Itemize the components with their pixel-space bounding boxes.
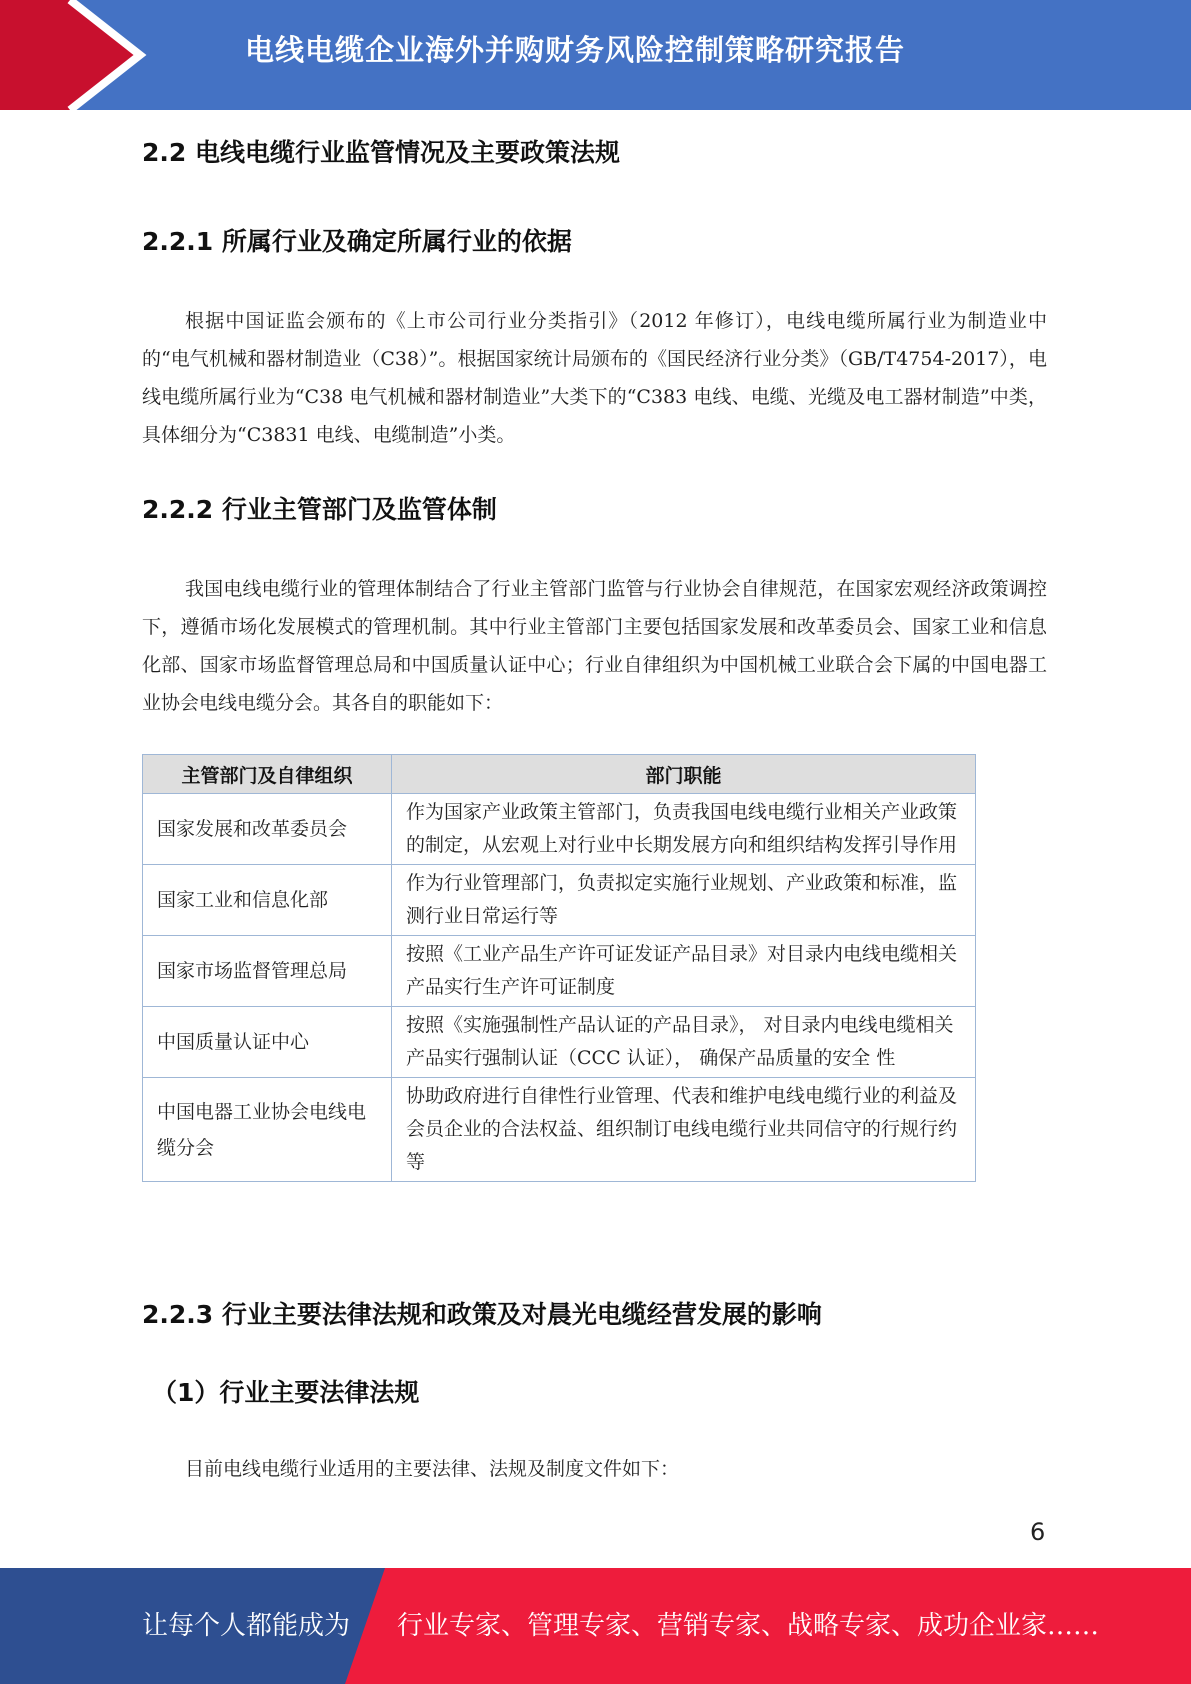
chevron-arrow-icon <box>0 0 160 110</box>
table-cell-func: 协助政府进行自律性行业管理、代表和维护电线电缆行业的利益及会员企业的合法权益、组织制订电线电缆行业共同信守的行规行约等 <box>392 1078 976 1182</box>
table-cell-org: 国家市场监督管理总局 <box>143 936 392 1007</box>
subsection-heading-laws: （1）行业主要法律法规 <box>152 1378 420 1407</box>
table-cell-func: 作为国家产业政策主管部门，负责我国电线电缆行业相关产业政策的制定，从宏观上对行业中长期发展方向和组织结构发挥引导作用 <box>392 794 976 865</box>
table-row <box>143 1007 976 1078</box>
section-heading-2-2-2: 2.2.2 行业主管部门及监管体制 <box>142 495 497 524</box>
report-title: 电线电缆企业海外并购财务风险控制策略研究报告 <box>245 33 906 67</box>
table-row <box>143 1078 976 1182</box>
table-cell-org: 国家发展和改革委员会 <box>143 794 392 865</box>
table-header-row <box>143 755 976 794</box>
table-row <box>143 794 976 865</box>
regulatory-duties-table <box>142 754 976 1182</box>
table-cell-org: 中国电器工业协会电线电缆分会 <box>143 1078 392 1182</box>
footer-banner <box>0 1568 1191 1684</box>
footer-slogan-right: 行业专家、管理专家、营销专家、战略专家、成功企业家…… <box>397 1611 1100 1641</box>
paragraph-regulatory-system: 我国电线电缆行业的管理体制结合了行业主管部门监管与行业协会自律规范，在国家宏观经济政策调控下，遵循市场化发展模式的管理机制。其中行业主管部门主要包括国家发展和改革委员会、国家工业和信息化部、国家市场监督管理总局和中国质量认证中心；行业自律组织为中国机械工业联合会下属的中国电器工业协会电线电缆分会。其各自的职能如下： <box>142 578 1047 714</box>
table-header-func: 部门职能 <box>392 755 976 794</box>
table-row <box>143 936 976 1007</box>
table-row <box>143 865 976 936</box>
table-cell-org: 国家工业和信息化部 <box>143 865 392 936</box>
table-cell-func: 按照《实施强制性产品认证的产品目录》， 对目录内电线电缆相关产品实行强制认证（CCC 认证）， 确保产品质量的安全 性 <box>392 1007 976 1078</box>
section-heading-2-2-1: 2.2.1 所属行业及确定所属行业的依据 <box>142 227 572 256</box>
section-heading-2-2-3: 2.2.3 行业主要法律法规和政策及对晨光电缆经营发展的影响 <box>142 1300 822 1329</box>
table-cell-func: 按照《工业产品生产许可证发证产品目录》对目录内电线电缆相关产品实行生产许可证制度 <box>392 936 976 1007</box>
section-heading-2-2: 2.2 电线电缆行业监管情况及主要政策法规 <box>142 138 620 167</box>
table-cell-func: 作为行业管理部门，负责拟定实施行业规划、产业政策和标准，监测行业日常运行等 <box>392 865 976 936</box>
page-number: 6 <box>1030 1518 1046 1546</box>
table-header-org: 主管部门及自律组织 <box>143 755 392 794</box>
paragraph-laws-intro: 目前电线电缆行业适用的主要法律、法规及制度文件如下： <box>185 1458 680 1480</box>
footer-slogan-left: 让每个人都能成为 <box>142 1611 351 1641</box>
table-cell-org: 中国质量认证中心 <box>143 1007 392 1078</box>
header-banner <box>0 0 1191 110</box>
paragraph-industry-classification: 根据中国证监会颁布的《上市公司行业分类指引》（2012 年修订），电线电缆所属行业为制造业中的“电气机械和器材制造业（C38）”。根据国家统计局颁布的《国民经济行业分类》（GB/T4754-2017），电线电缆所属行业为“C38 电气机械和器材制造业”大类下的“C383 电线、电缆、光缆及电工器材制造”中类，具体细分为“C3831 电线、电缆制造”小类。 <box>142 310 1047 446</box>
